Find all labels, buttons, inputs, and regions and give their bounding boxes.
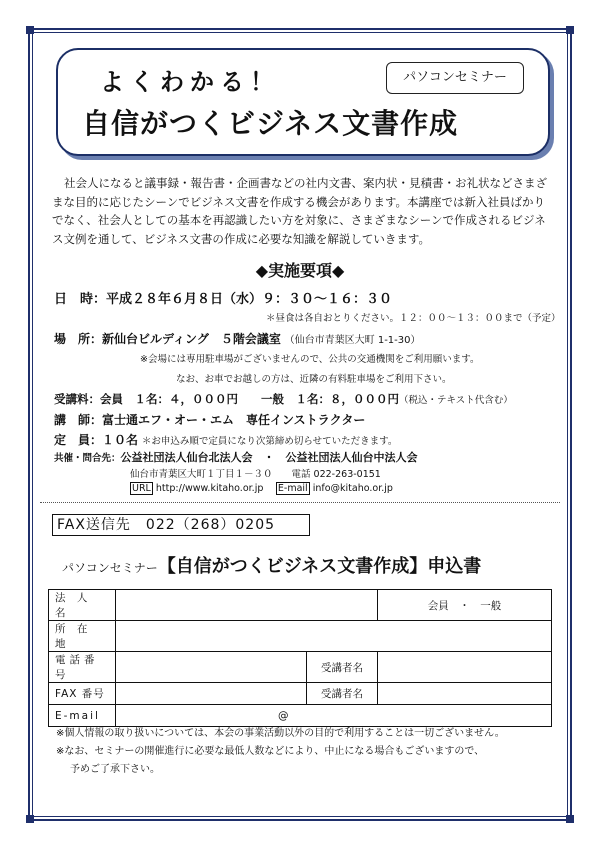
url-label: URL: [132, 483, 151, 494]
title-line-1: よくわかる！: [100, 68, 280, 96]
place-row: [54, 330, 421, 347]
fax-number: FAX送信先 022（268）0205: [52, 514, 310, 536]
cut-line: [40, 502, 560, 503]
address-field[interactable]: [116, 621, 552, 652]
cancel-note-2: 予めご了承下さい。: [70, 764, 160, 775]
contact-address-row: [130, 466, 381, 480]
date-label: 日 時：: [54, 292, 107, 307]
section-heading: ◆実施要項◆: [255, 261, 345, 280]
fee-value: 会員 １名：４，０００円 一般 １名：８，０００円: [100, 392, 399, 406]
place-label: 場 所：: [54, 332, 103, 346]
place-note-1: ※会場には専用駐車場がございませんので、公共の交通機関をご利用願います。: [140, 354, 480, 365]
url-link[interactable]: http://www.kitaho.or.jp: [155, 483, 264, 494]
phone-field[interactable]: [116, 652, 307, 683]
seminar-badge: パソコンセミナー: [386, 62, 524, 94]
contact-address: 仙台市青葉区大町１丁目１－３０: [130, 469, 273, 480]
date-value: 平成２８年６月８日（水）９：３０～１６：３０: [106, 292, 393, 307]
attendee-label-2: 受講者名: [307, 683, 378, 705]
privacy-note: ※個人情報の取り扱いについては、本会の事業活動以外の目的で利用することは一切ございません。: [56, 728, 505, 739]
place-address: （仙台市青葉区大町 1-1-30）: [284, 335, 421, 346]
cancel-note: ※なお、セミナーの開催進行に必要な最低人数などにより、中止になる場合もございますので、: [56, 746, 485, 757]
corner-mark: [566, 26, 574, 34]
lecturer-label: 講 師：: [54, 413, 103, 427]
intro-paragraph: 社会人になると議事録・報告書・企画書などの社内文書、案内状・見積書・お礼状などさまざまな目的に応じたシーンでビジネス文書を作成する機会があります。本講座では新入社員ばかりでなく、社会人としての基本を再認識したい方を対象に、さまざまなシーンで作成されるビジネス文例を通して、ビジネス文書の作成に必要な知識を解説していきます。: [52, 176, 547, 246]
organizer-value: 公益社団法人仙台北法人会 ・ 公益社団法人仙台中法人会: [120, 451, 418, 464]
fee-note: （税込・テキスト代含む）: [399, 395, 513, 406]
table-row: [49, 621, 552, 652]
corner-mark: [566, 815, 574, 823]
organizer-label: 共催・問合先：: [54, 453, 121, 464]
place-note-2: なお、お車でお越しの方は、近隣の有料駐車場をご利用下さい。: [176, 374, 452, 385]
application-form: [48, 589, 552, 727]
phone-label: 電話番号: [49, 652, 116, 683]
capacity-value: １０名: [102, 433, 139, 447]
attendee-label-1: 受講者名: [307, 652, 378, 683]
fee-label: 受講料：: [54, 392, 100, 406]
table-row: [49, 590, 552, 621]
attendee-field-1[interactable]: [378, 652, 552, 683]
email-field[interactable]: @: [116, 705, 552, 727]
form-title-main: 【自信がつくビジネス文書作成】申込書: [157, 556, 482, 577]
fax-label: FAX 番号: [49, 683, 116, 705]
capacity-note: ＊お申込み順で定員になり次第締め切らせていただきます。: [141, 436, 398, 447]
corner-mark: [26, 815, 34, 823]
email-link[interactable]: info@kitaho.or.jp: [312, 483, 393, 494]
fax-field[interactable]: [116, 683, 307, 705]
contact-web-row: [130, 480, 393, 494]
fee-row: [54, 391, 513, 407]
organizer-row: [54, 449, 418, 465]
company-field[interactable]: [116, 590, 378, 621]
table-row: [49, 683, 552, 705]
date-row: [54, 288, 392, 307]
email-label: E-mail: [277, 483, 308, 494]
capacity-row: [54, 431, 397, 448]
lecturer-value: 富士通エフ・オー・エム 専任インストラクター: [102, 413, 366, 427]
page-title: 自信がつくビジネス文書作成: [82, 107, 459, 140]
contact-phone: 電話 022-263-0151: [291, 469, 381, 480]
date-note: ＊昼食は各自おとりください。１２：００～１３：００まで（予定）: [266, 313, 561, 324]
address-label: 所 在 地: [49, 621, 116, 652]
form-title: [62, 552, 481, 578]
corner-mark: [26, 26, 34, 34]
form-title-prefix: パソコンセミナー: [62, 561, 158, 575]
member-type-option[interactable]: 会員 ・ 一般: [378, 590, 552, 621]
email-field-label: E-mail: [49, 705, 116, 727]
attendee-field-2[interactable]: [378, 683, 552, 705]
company-label: 法 人 名: [49, 590, 116, 621]
capacity-label: 定 員：: [54, 433, 103, 447]
table-row: [49, 652, 552, 683]
lecturer-row: [54, 411, 365, 428]
place-value: 新仙台ビルディング ５階会議室: [102, 332, 281, 346]
